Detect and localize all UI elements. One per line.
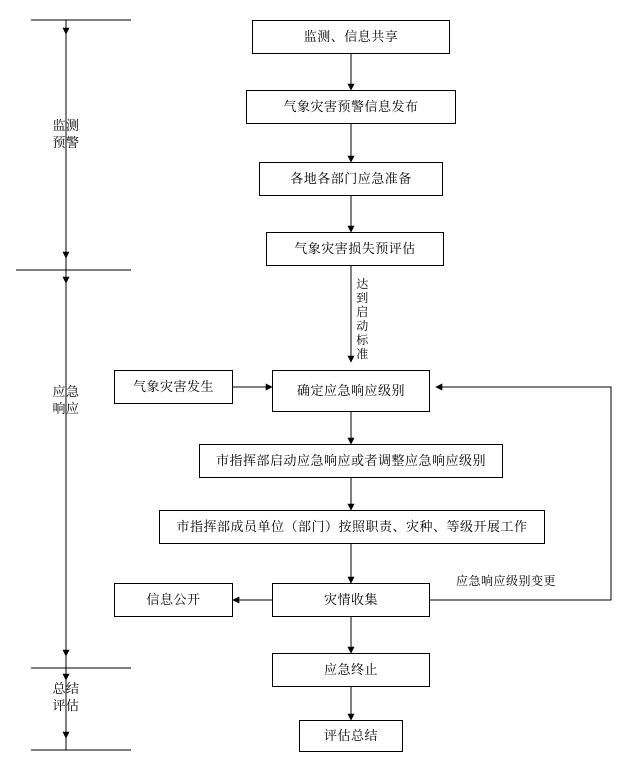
phase-label-response-line1: 应急 [52,384,80,399]
edge-label-char-5: 标 [356,333,369,347]
node-start-or-adjust-response[interactable]: 市指挥部启动应急响应或者调整应急响应级别 [199,444,503,478]
node-emergency-termination[interactable]: 应急终止 [272,653,430,687]
node-determine-response-level[interactable]: 确定应急响应级别 [272,370,430,412]
phase-label-summary [49,680,83,714]
phase-label-monitoring-line1: 监测 [52,118,80,133]
node-emergency-preparation[interactable]: 各地各部门应急准备 [259,162,443,196]
edge-label-char-6: 准 [356,347,369,361]
node-loss-pre-assessment[interactable]: 气象灾害损失预评估 [266,232,444,266]
phase-label-monitoring-line2: 预警 [52,135,80,150]
phase-label-monitoring [49,117,83,151]
edge-label-char-1: 达 [356,277,369,291]
edge-label-reach-activation-standard [356,277,369,361]
node-information-disclosure[interactable]: 信息公开 [114,583,233,617]
node-member-units-work[interactable]: 市指挥部成员单位（部门）按照职责、灾种、等级开展工作 [159,510,545,544]
node-warning-release[interactable]: 气象灾害预警信息发布 [246,90,456,124]
node-assessment-summary[interactable]: 评估总结 [299,720,403,752]
edge-label-char-4: 动 [356,319,369,333]
edge-label-char-2: 到 [356,291,369,305]
phase-label-summary-line2: 评估 [52,698,80,713]
edge-label-char-3: 启 [356,305,369,319]
edge-label-response-level-change: 应急响应级别变更 [456,574,557,588]
phase-label-summary-line1: 总结 [52,681,80,696]
node-disaster-occurs[interactable]: 气象灾害发生 [114,370,233,404]
node-monitoring-info-sharing[interactable]: 监测、信息共享 [252,20,450,54]
phase-label-response-line2: 响应 [52,401,80,416]
node-disaster-info-collection[interactable]: 灾情收集 [272,583,430,617]
phase-label-response [49,383,83,417]
